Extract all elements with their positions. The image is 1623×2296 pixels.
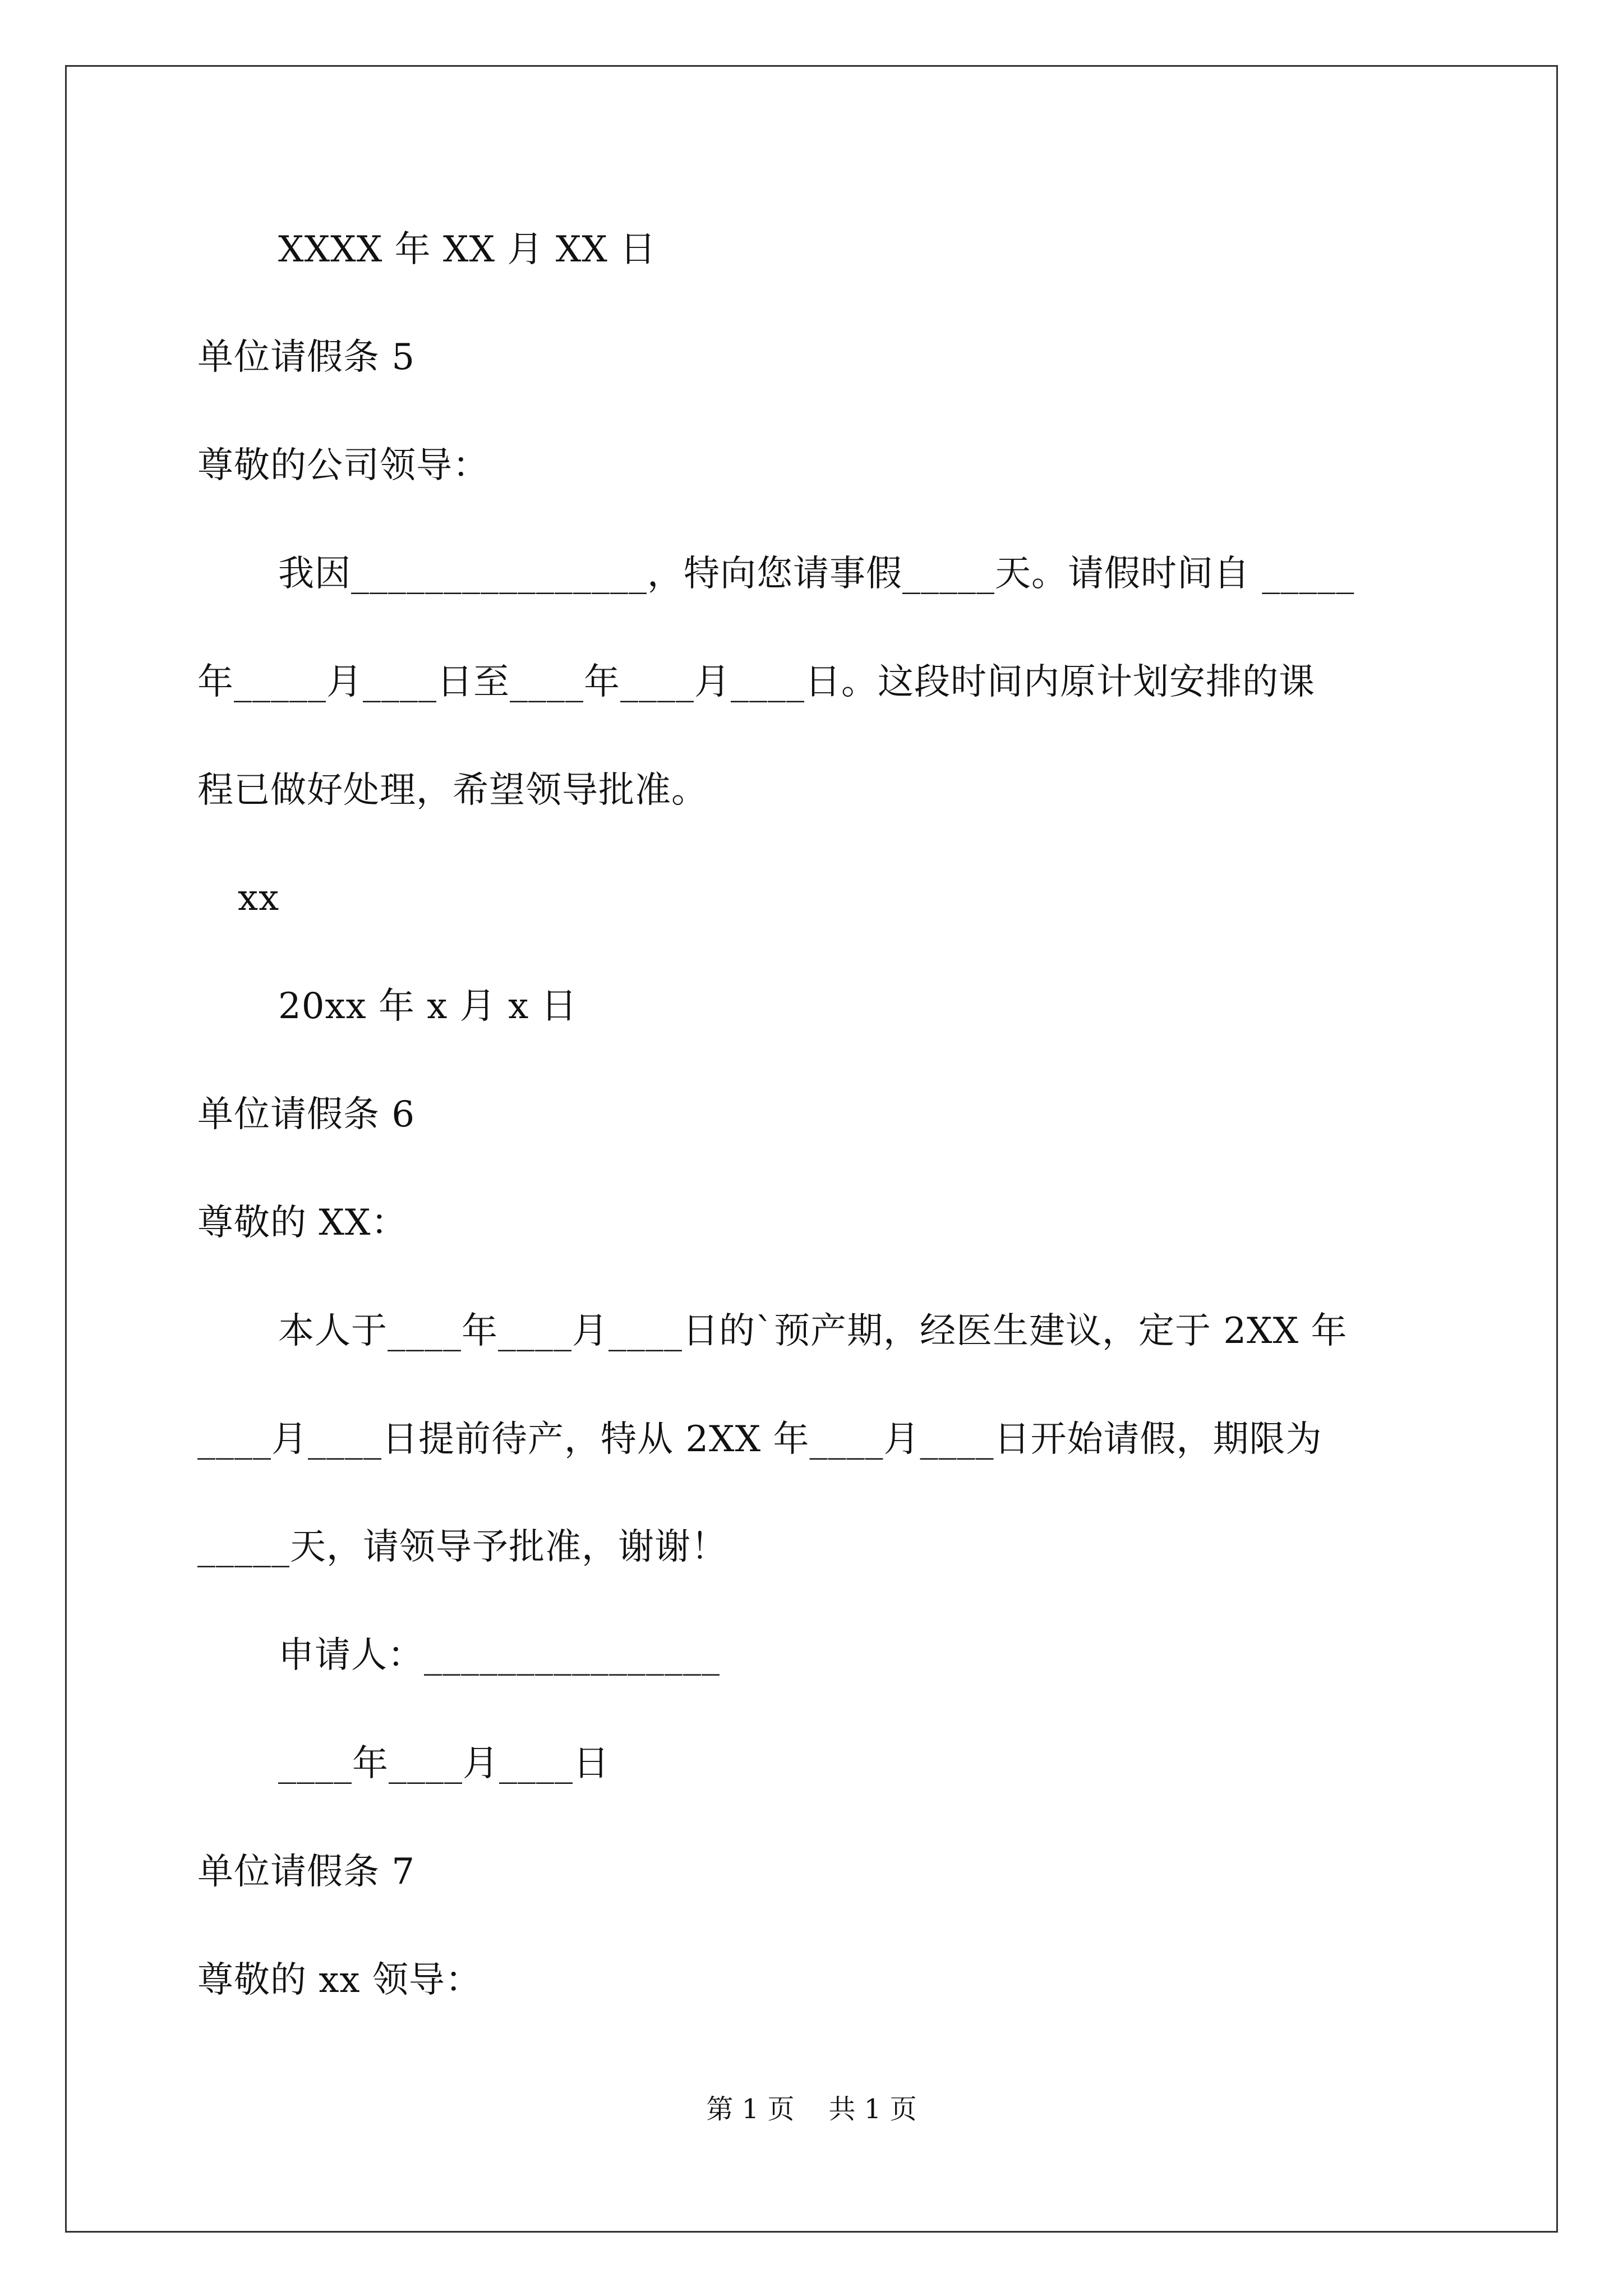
page-number-footer: 第 1 页 共 1 页 xyxy=(706,2093,917,2125)
body-line: ____月____日提前待产，特从 2XX 年____月____日开始请假，期限为 xyxy=(197,1419,1322,1460)
date-line: XXXX 年 XX 月 XX 日 xyxy=(278,229,657,270)
section-title-6: 单位请假条 6 xyxy=(197,1094,416,1135)
page-border xyxy=(65,65,1558,2233)
salutation-line: 尊敬的公司领导： xyxy=(197,445,489,486)
date-line: ____年____月____日 xyxy=(278,1743,610,1784)
body-line: 年_____月____日至____年____月____日。这段时间内原计划安排的课 xyxy=(197,661,1315,703)
salutation-line: 尊敬的 XX： xyxy=(197,1202,408,1244)
body-line: 本人于____年____月____日的`预产期，经医生建议，定于 2XX 年 xyxy=(278,1310,1348,1352)
body-line: 我因________________，特向您请事假_____天。请假时间自 _____ xyxy=(278,553,1355,595)
applicant-line: 申请人：________________ xyxy=(278,1635,720,1676)
date-line: 20xx 年 x 月 x 日 xyxy=(278,986,578,1027)
signature-line: xx xyxy=(238,877,280,919)
section-title-7: 单位请假条 7 xyxy=(197,1851,416,1893)
salutation-line: 尊敬的 xx 领导： xyxy=(197,1959,482,2001)
section-title-5: 单位请假条 5 xyxy=(197,337,416,378)
body-line: _____天，请领导予批准，谢谢！ xyxy=(197,1526,727,1568)
body-line: 程已做好处理，希望领导批准。 xyxy=(197,770,708,811)
